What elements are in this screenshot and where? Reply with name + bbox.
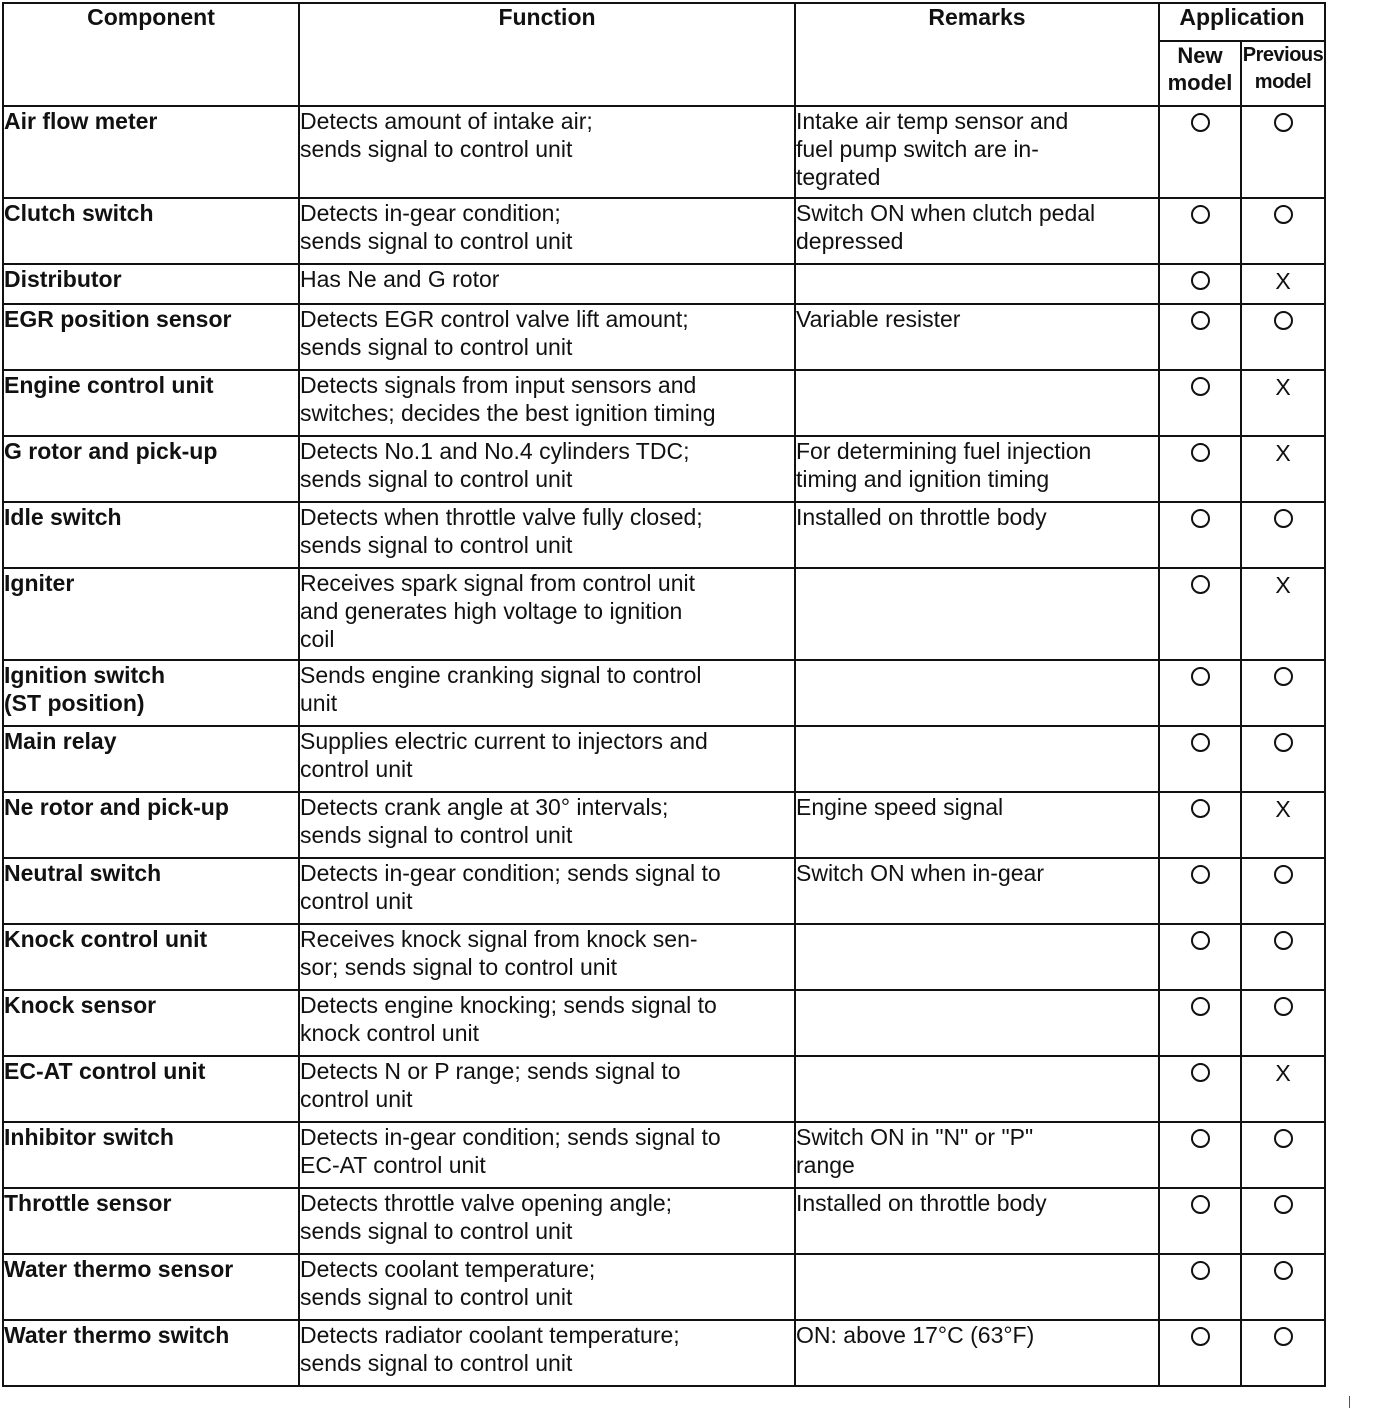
circle-mark-icon xyxy=(1191,1063,1210,1082)
table-row xyxy=(3,792,1325,858)
component-cell: EGR position sensor xyxy=(3,304,299,370)
previous-model-cell xyxy=(1241,990,1325,1056)
circle-mark-icon xyxy=(1274,311,1293,330)
component-cell: Clutch switch xyxy=(3,198,299,264)
circle-mark-icon xyxy=(1274,667,1293,686)
table-header xyxy=(3,3,1325,106)
circle-mark-icon xyxy=(1274,1261,1293,1280)
circle-mark-icon xyxy=(1191,865,1210,884)
new-model-cell xyxy=(1159,106,1241,198)
table-row xyxy=(3,304,1325,370)
page-edge-mark xyxy=(1349,1396,1350,1408)
circle-mark-icon xyxy=(1191,443,1210,462)
header-remarks: Remarks xyxy=(795,3,1159,106)
function-cell: Sends engine cranking signal to control unit xyxy=(299,660,795,726)
component-cell: Knock sensor xyxy=(3,990,299,1056)
remarks-cell xyxy=(795,660,1159,726)
function-cell: Detects radiator coolant temperature; sends signal to control unit xyxy=(299,1320,795,1386)
component-cell: Engine control unit xyxy=(3,370,299,436)
header-component: Component xyxy=(3,3,299,106)
cross-mark: X xyxy=(1275,374,1291,400)
previous-model-cell xyxy=(1241,1254,1325,1320)
new-model-cell xyxy=(1159,792,1241,858)
header-previous-model: Previous model xyxy=(1241,41,1325,106)
previous-model-cell xyxy=(1241,264,1325,304)
circle-mark-icon xyxy=(1191,799,1210,818)
previous-model-cell xyxy=(1241,858,1325,924)
function-cell: Detects N or P range; sends signal to control unit xyxy=(299,1056,795,1122)
circle-mark-icon xyxy=(1191,733,1210,752)
circle-mark-icon xyxy=(1274,865,1293,884)
circle-mark-icon xyxy=(1191,1195,1210,1214)
circle-mark-icon xyxy=(1191,271,1210,290)
new-model-cell xyxy=(1159,1320,1241,1386)
remarks-cell: For determining fuel injection timing and ignition timing xyxy=(795,436,1159,502)
table-row xyxy=(3,1254,1325,1320)
function-cell: Receives spark signal from control unit and generates high voltage to ignition coil xyxy=(299,568,795,660)
new-model-cell xyxy=(1159,436,1241,502)
function-cell: Receives knock signal from knock sen- sor; sends signal to control unit xyxy=(299,924,795,990)
component-cell: Water thermo sensor xyxy=(3,1254,299,1320)
previous-model-cell xyxy=(1241,1320,1325,1386)
remarks-cell xyxy=(795,568,1159,660)
previous-model-cell xyxy=(1241,792,1325,858)
remarks-cell: Switch ON when clutch pedal depressed xyxy=(795,198,1159,264)
circle-mark-icon xyxy=(1274,113,1293,132)
circle-mark-icon xyxy=(1191,1129,1210,1148)
cross-mark: X xyxy=(1275,572,1291,598)
function-cell: Detects No.1 and No.4 cylinders TDC; sends signal to control unit xyxy=(299,436,795,502)
remarks-cell xyxy=(795,264,1159,304)
new-model-cell xyxy=(1159,370,1241,436)
remarks-cell xyxy=(795,726,1159,792)
component-cell: Water thermo switch xyxy=(3,1320,299,1386)
remarks-cell xyxy=(795,370,1159,436)
previous-model-cell xyxy=(1241,502,1325,568)
function-cell: Detects when throttle valve fully closed; sends signal to control unit xyxy=(299,502,795,568)
new-model-cell xyxy=(1159,1254,1241,1320)
table-row xyxy=(3,1122,1325,1188)
component-cell: Throttle sensor xyxy=(3,1188,299,1254)
table-row xyxy=(3,436,1325,502)
circle-mark-icon xyxy=(1191,667,1210,686)
function-cell: Detects in-gear condition; sends signal to EC-AT control unit xyxy=(299,1122,795,1188)
table-row xyxy=(3,106,1325,198)
previous-model-cell xyxy=(1241,106,1325,198)
function-cell: Detects signals from input sensors and switches; decides the best ignition timing xyxy=(299,370,795,436)
remarks-cell: ON: above 17°C (63°F) xyxy=(795,1320,1159,1386)
circle-mark-icon xyxy=(1274,509,1293,528)
circle-mark-icon xyxy=(1274,1129,1293,1148)
new-model-cell xyxy=(1159,858,1241,924)
new-model-cell xyxy=(1159,1188,1241,1254)
function-cell: Has Ne and G rotor xyxy=(299,264,795,304)
remarks-cell: Variable resister xyxy=(795,304,1159,370)
cross-mark: X xyxy=(1275,268,1291,294)
previous-model-cell xyxy=(1241,436,1325,502)
cross-mark: X xyxy=(1275,440,1291,466)
previous-model-cell xyxy=(1241,660,1325,726)
circle-mark-icon xyxy=(1191,311,1210,330)
circle-mark-icon xyxy=(1274,931,1293,950)
remarks-cell: Engine speed signal xyxy=(795,792,1159,858)
function-cell: Detects in-gear condition; sends signal to control unit xyxy=(299,198,795,264)
table-row xyxy=(3,198,1325,264)
circle-mark-icon xyxy=(1274,733,1293,752)
table-row xyxy=(3,924,1325,990)
circle-mark-icon xyxy=(1191,575,1210,594)
table-body xyxy=(3,106,1325,1386)
new-model-cell xyxy=(1159,1056,1241,1122)
remarks-cell xyxy=(795,1254,1159,1320)
previous-model-cell xyxy=(1241,198,1325,264)
new-model-cell xyxy=(1159,502,1241,568)
remarks-cell: Installed on throttle body xyxy=(795,1188,1159,1254)
new-model-cell xyxy=(1159,726,1241,792)
new-model-cell xyxy=(1159,924,1241,990)
remarks-cell: Installed on throttle body xyxy=(795,502,1159,568)
function-cell: Detects throttle valve opening angle; sends signal to control unit xyxy=(299,1188,795,1254)
new-model-cell xyxy=(1159,1122,1241,1188)
table-row xyxy=(3,370,1325,436)
circle-mark-icon xyxy=(1274,205,1293,224)
table-row xyxy=(3,990,1325,1056)
component-cell: EC-AT control unit xyxy=(3,1056,299,1122)
new-model-cell xyxy=(1159,264,1241,304)
circle-mark-icon xyxy=(1274,1327,1293,1346)
table-row xyxy=(3,858,1325,924)
remarks-cell xyxy=(795,990,1159,1056)
remarks-cell xyxy=(795,1056,1159,1122)
new-model-cell xyxy=(1159,198,1241,264)
circle-mark-icon xyxy=(1274,1195,1293,1214)
new-model-cell xyxy=(1159,304,1241,370)
previous-model-cell xyxy=(1241,726,1325,792)
circle-mark-icon xyxy=(1274,997,1293,1016)
new-model-cell xyxy=(1159,990,1241,1056)
circle-mark-icon xyxy=(1191,931,1210,950)
header-new-model: New model xyxy=(1159,41,1241,106)
function-cell: Detects in-gear condition; sends signal to control unit xyxy=(299,858,795,924)
table-row xyxy=(3,502,1325,568)
function-cell: Detects coolant temperature; sends signal to control unit xyxy=(299,1254,795,1320)
previous-model-cell xyxy=(1241,1056,1325,1122)
component-cell: Ne rotor and pick-up xyxy=(3,792,299,858)
component-cell: Inhibitor switch xyxy=(3,1122,299,1188)
header-function: Function xyxy=(299,3,795,106)
header-application: Application xyxy=(1159,3,1325,41)
circle-mark-icon xyxy=(1191,1261,1210,1280)
remarks-cell xyxy=(795,924,1159,990)
function-cell: Detects engine knocking; sends signal to knock control unit xyxy=(299,990,795,1056)
component-cell: Igniter xyxy=(3,568,299,660)
table-row xyxy=(3,568,1325,660)
function-cell: Detects EGR control valve lift amount; sends signal to control unit xyxy=(299,304,795,370)
circle-mark-icon xyxy=(1191,997,1210,1016)
table-row xyxy=(3,1320,1325,1386)
table-row xyxy=(3,1056,1325,1122)
previous-model-cell xyxy=(1241,370,1325,436)
previous-model-cell xyxy=(1241,1188,1325,1254)
remarks-cell: Switch ON when in-gear xyxy=(795,858,1159,924)
remarks-cell: Intake air temp sensor and fuel pump switch are in- tegrated xyxy=(795,106,1159,198)
table-row xyxy=(3,1188,1325,1254)
component-table xyxy=(2,2,1326,1387)
table-row xyxy=(3,660,1325,726)
circle-mark-icon xyxy=(1191,113,1210,132)
previous-model-cell xyxy=(1241,924,1325,990)
previous-model-cell xyxy=(1241,304,1325,370)
component-cell: Air flow meter xyxy=(3,106,299,198)
remarks-cell: Switch ON in "N" or "P" range xyxy=(795,1122,1159,1188)
component-cell: Idle switch xyxy=(3,502,299,568)
function-cell: Supplies electric current to injectors and control unit xyxy=(299,726,795,792)
circle-mark-icon xyxy=(1191,509,1210,528)
new-model-cell xyxy=(1159,660,1241,726)
previous-model-cell xyxy=(1241,1122,1325,1188)
component-cell: G rotor and pick-up xyxy=(3,436,299,502)
component-cell: Main relay xyxy=(3,726,299,792)
component-cell: Knock control unit xyxy=(3,924,299,990)
circle-mark-icon xyxy=(1191,1327,1210,1346)
new-model-cell xyxy=(1159,568,1241,660)
circle-mark-icon xyxy=(1191,377,1210,396)
component-cell: Ignition switch (ST position) xyxy=(3,660,299,726)
cross-mark: X xyxy=(1275,796,1291,822)
component-cell: Distributor xyxy=(3,264,299,304)
circle-mark-icon xyxy=(1191,205,1210,224)
previous-model-cell xyxy=(1241,568,1325,660)
function-cell: Detects amount of intake air; sends signal to control unit xyxy=(299,106,795,198)
function-cell: Detects crank angle at 30° intervals; sends signal to control unit xyxy=(299,792,795,858)
cross-mark: X xyxy=(1275,1060,1291,1086)
component-cell: Neutral switch xyxy=(3,858,299,924)
table-row xyxy=(3,264,1325,304)
table-row xyxy=(3,726,1325,792)
